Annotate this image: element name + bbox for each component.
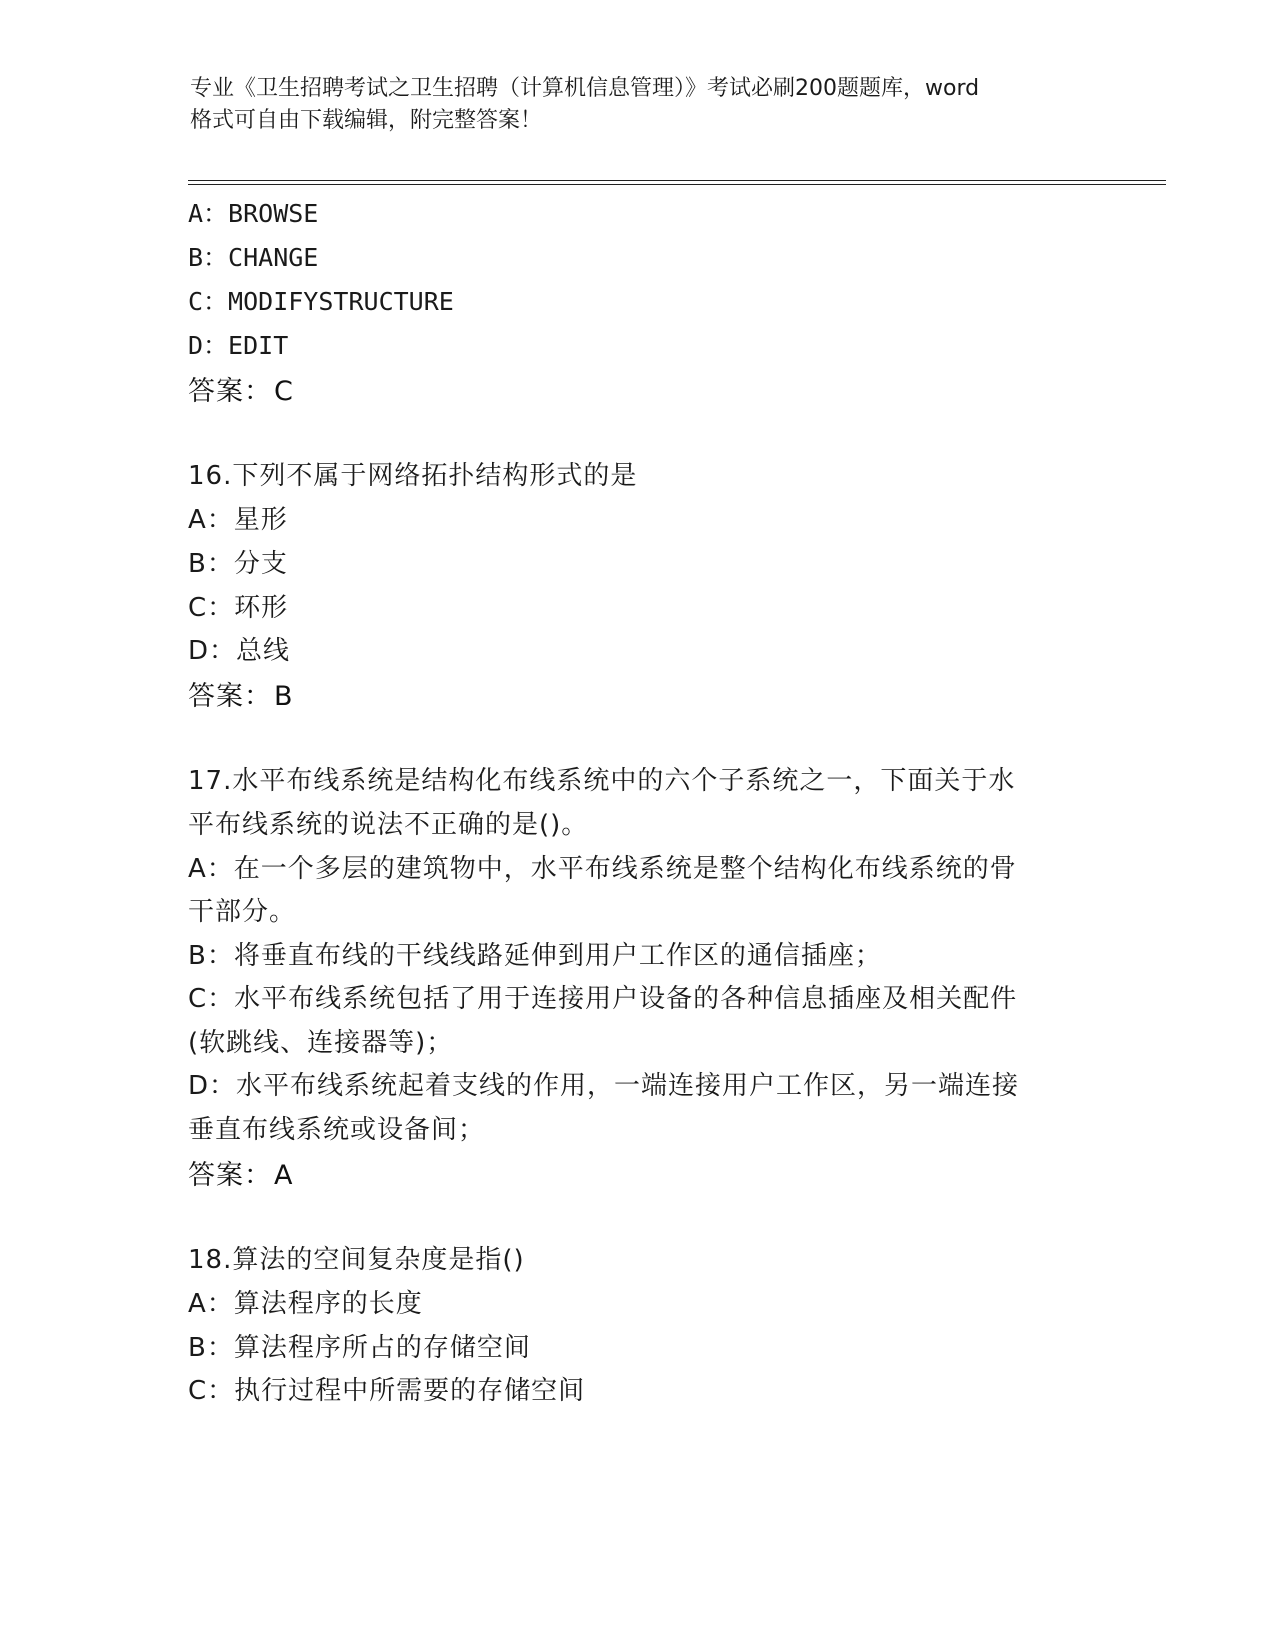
header-divider-bottom bbox=[188, 184, 1166, 185]
q16-option-d: D：总线 bbox=[188, 636, 291, 666]
q17-option-c-line-2: (软跳线、连接器等)； bbox=[188, 1028, 454, 1058]
q17-option-b: B：将垂直布线的干线线路延伸到用户工作区的通信插座； bbox=[188, 941, 882, 971]
answer-value: A bbox=[274, 1160, 293, 1191]
header-line-2: 格式可自由下载编辑，附完整答案！ bbox=[190, 108, 543, 133]
q17-option-d-line-2: 垂直布线系统或设备间； bbox=[188, 1115, 486, 1145]
q16-option-c: C：环形 bbox=[188, 593, 289, 623]
answer-value: B bbox=[274, 681, 293, 712]
q16-option-b: B：分支 bbox=[188, 549, 288, 579]
q17-question-line-1: 17.水平布线系统是结构化布线系统中的六个子系统之一，下面关于水 bbox=[188, 766, 1016, 796]
q17-option-c-line-1: C：水平布线系统包括了用于连接用户设备的各种信息插座及相关配件 bbox=[188, 984, 1018, 1014]
q15-option-a: A：BROWSE bbox=[188, 199, 319, 228]
header-line-1: 专业《卫生招聘考试之卫生招聘（计算机信息管理）》考试必刷200题题库，word bbox=[190, 76, 980, 101]
q17-option-d-line-1: D：水平布线系统起着支线的作用，一端连接用户工作区，另一端连接 bbox=[188, 1071, 1020, 1101]
q15-option-c: C：MODIFYSTRUCTURE bbox=[188, 287, 454, 316]
q17-answer bbox=[188, 1153, 292, 1192]
answer-label: 答案： bbox=[188, 376, 272, 407]
q15-answer bbox=[188, 369, 293, 408]
q16-answer bbox=[188, 674, 293, 713]
q15-option-b: B：CHANGE bbox=[188, 243, 319, 272]
q16-question: 16.下列不属于网络拓扑结构形式的是 bbox=[188, 461, 638, 491]
q17-question-line-2: 平布线系统的说法不正确的是()。 bbox=[188, 810, 589, 840]
q18-option-c: C：执行过程中所需要的存储空间 bbox=[188, 1376, 586, 1406]
header-divider-top bbox=[188, 180, 1166, 181]
answer-value: C bbox=[274, 376, 293, 407]
answer-label: 答案： bbox=[188, 681, 272, 712]
q18-question: 18.算法的空间复杂度是指() bbox=[188, 1245, 525, 1275]
q15-option-d: D：EDIT bbox=[188, 331, 289, 360]
answer-label: 答案： bbox=[188, 1160, 272, 1191]
q18-option-a: A：算法程序的长度 bbox=[188, 1289, 423, 1319]
q17-option-a-line-2: 干部分。 bbox=[188, 897, 297, 927]
q18-option-b: B：算法程序所占的存储空间 bbox=[188, 1333, 531, 1363]
q17-option-a-line-1: A：在一个多层的建筑物中，水平布线系统是整个结构化布线系统的骨 bbox=[188, 854, 1017, 884]
q16-option-a: A：星形 bbox=[188, 505, 288, 535]
document-header bbox=[190, 73, 1090, 137]
